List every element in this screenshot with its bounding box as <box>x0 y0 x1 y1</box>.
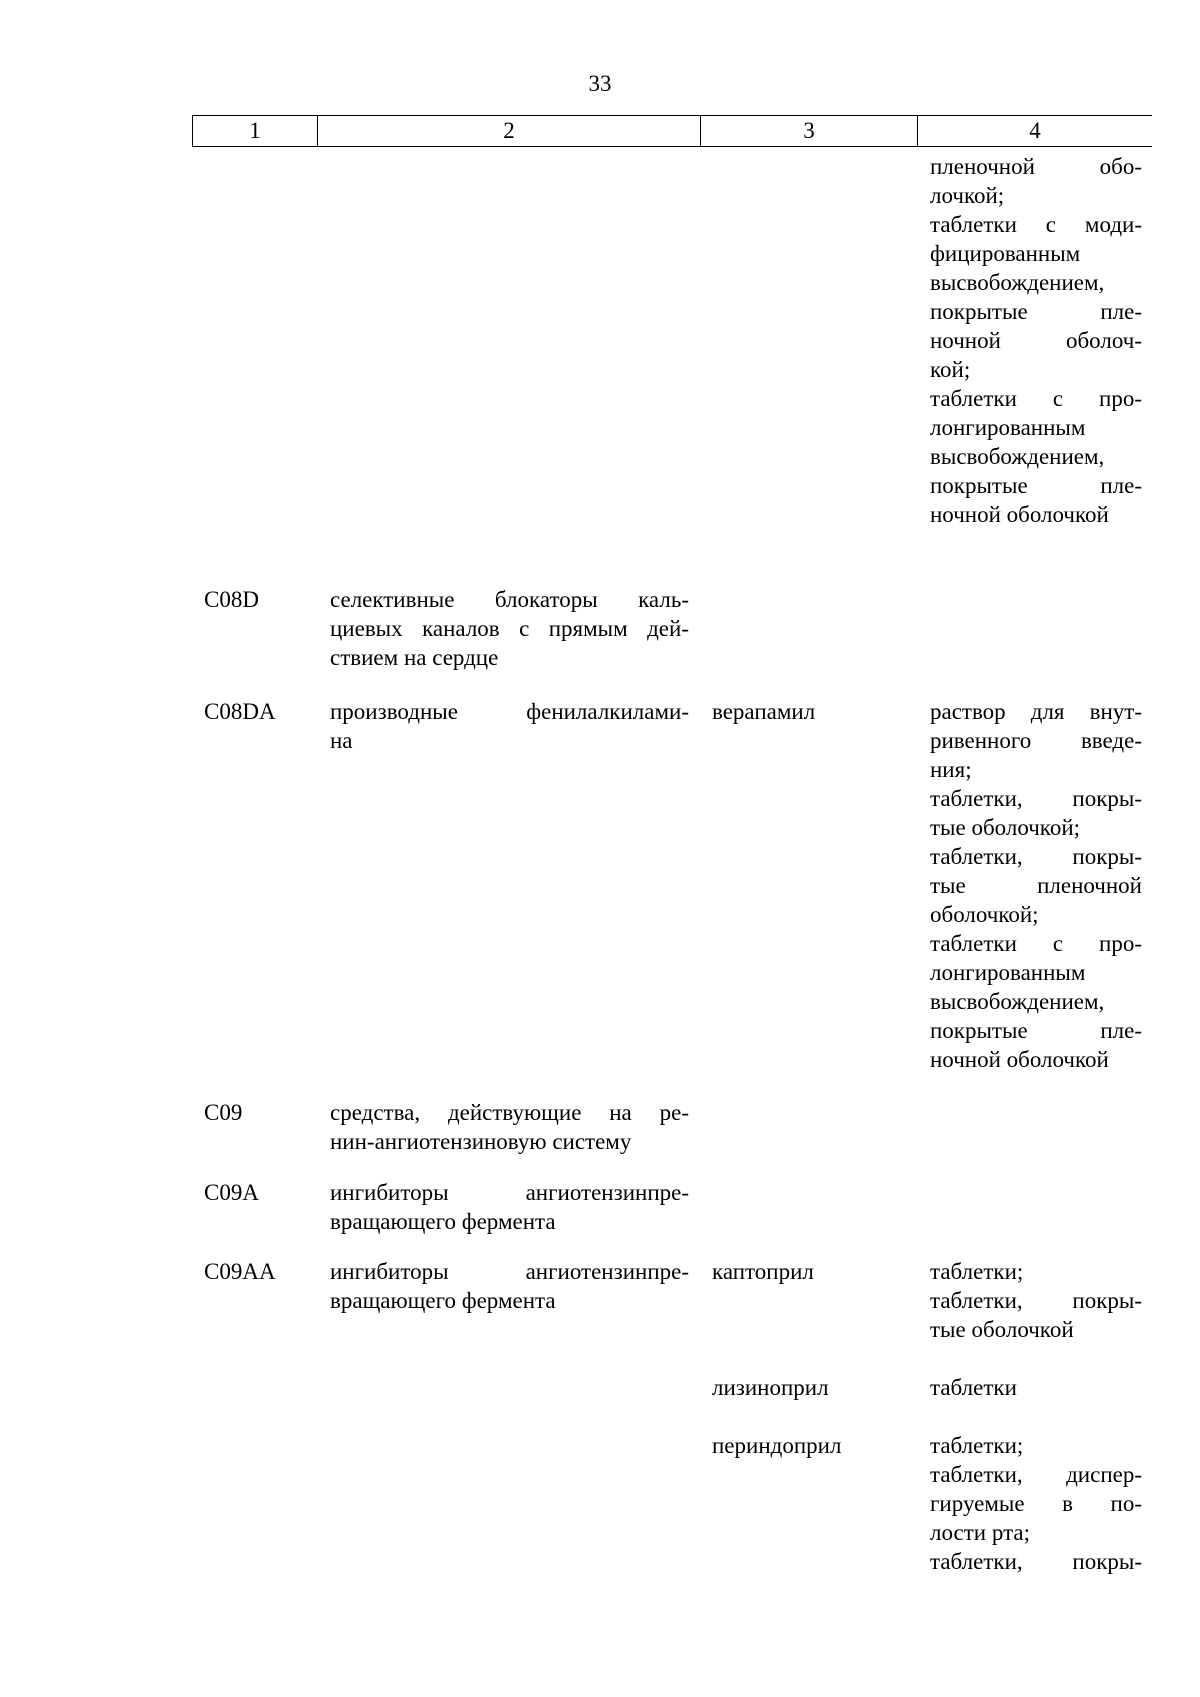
header-col-1: 1 <box>192 116 318 146</box>
form-line: таблетки, покры- <box>930 844 1142 869</box>
form-line: раствор для внут- <box>930 699 1142 724</box>
form-line: таблетки; <box>930 1259 1024 1284</box>
form-line: таблетки, покры- <box>930 1549 1142 1574</box>
form-line: лонгированным <box>930 415 1086 440</box>
group-line: средства, действующие на ре- <box>330 1100 689 1125</box>
atc-code: C08DA <box>204 699 276 724</box>
form-line: высвобождением, <box>930 444 1105 469</box>
dosage-forms <box>930 1373 1142 1402</box>
form-line: таблетки, диспер- <box>930 1462 1142 1487</box>
form-line: лочкой; <box>930 183 1005 208</box>
group-line: на <box>330 728 353 753</box>
group-line: циевых каналов с прямым дей- <box>330 616 689 641</box>
dosage-forms <box>930 697 1142 1074</box>
form-line: таблетки, покры- <box>930 786 1142 811</box>
form-line: таблетки; <box>930 1433 1024 1458</box>
group-line: производные фенилалкилами- <box>330 699 689 724</box>
atc-code: C09A <box>204 1180 259 1205</box>
form-line: покрытые пле- <box>930 299 1142 324</box>
form-line: ния; <box>930 757 972 782</box>
form-line: таблетки с моди- <box>930 212 1142 237</box>
drug-name: каптоприл <box>712 1259 814 1284</box>
table-header <box>192 115 1152 147</box>
dosage-forms <box>930 1257 1142 1344</box>
form-line: лости рта; <box>930 1520 1030 1545</box>
atc-code: C08D <box>204 587 259 612</box>
form-line: тые оболочкой <box>930 1317 1074 1342</box>
atc-code: C09 <box>204 1100 243 1125</box>
header-col-3: 3 <box>701 116 918 146</box>
form-line: пленочной обо- <box>930 154 1142 179</box>
form-line: кой; <box>930 357 971 382</box>
drug-name: лизиноприл <box>712 1375 829 1400</box>
group-line: ингибиторы ангиотензинпре- <box>330 1180 689 1205</box>
dosage-forms <box>930 1431 1142 1576</box>
form-line: ночной оболоч- <box>930 328 1142 353</box>
drug-name: верапамил <box>712 699 816 724</box>
form-line: покрытые пле- <box>930 1018 1142 1043</box>
group-line: селективные блокаторы каль- <box>330 587 689 612</box>
page-number: 33 <box>588 71 612 96</box>
form-line: гируемые в по- <box>930 1491 1142 1516</box>
group-line: нин-ангиотензиновую систему <box>330 1129 632 1154</box>
header-col-4: 4 <box>1029 118 1041 143</box>
form-line: тые пленочной <box>930 873 1142 898</box>
pharmacological-group <box>330 585 689 672</box>
pharmacological-group <box>330 697 689 755</box>
form-line: лонгированным <box>930 960 1086 985</box>
form-line: оболочкой; <box>930 902 1039 927</box>
form-line: таблетки, покры- <box>930 1288 1142 1313</box>
form-line: покрытые пле- <box>930 473 1142 498</box>
group-line: вращающего фермента <box>330 1209 556 1234</box>
form-line: высвобождением, <box>930 270 1105 295</box>
form-line: тые оболочкой; <box>930 815 1081 840</box>
drug-name: периндоприл <box>712 1433 842 1458</box>
group-line: вращающего фермента <box>330 1288 556 1313</box>
group-line: ствием на сердце <box>330 645 499 670</box>
form-line: ривенного введе- <box>930 728 1142 753</box>
form-line: таблетки <box>930 1375 1017 1400</box>
pharmacological-group <box>330 1257 689 1315</box>
form-line: ночной оболочкой <box>930 1047 1109 1072</box>
form-line: высвобождением, <box>930 989 1105 1014</box>
pharmacological-group <box>330 1098 689 1156</box>
form-line: фицированным <box>930 241 1081 266</box>
dosage-forms <box>930 152 1142 529</box>
header-col-2: 2 <box>318 116 701 146</box>
form-line: ночной оболочкой <box>930 502 1109 527</box>
atc-code: C09AA <box>204 1259 276 1284</box>
form-line: таблетки с про- <box>930 386 1142 411</box>
group-line: ингибиторы ангиотензинпре- <box>330 1259 689 1284</box>
pharmacological-group <box>330 1178 689 1236</box>
form-line: таблетки с про- <box>930 931 1142 956</box>
